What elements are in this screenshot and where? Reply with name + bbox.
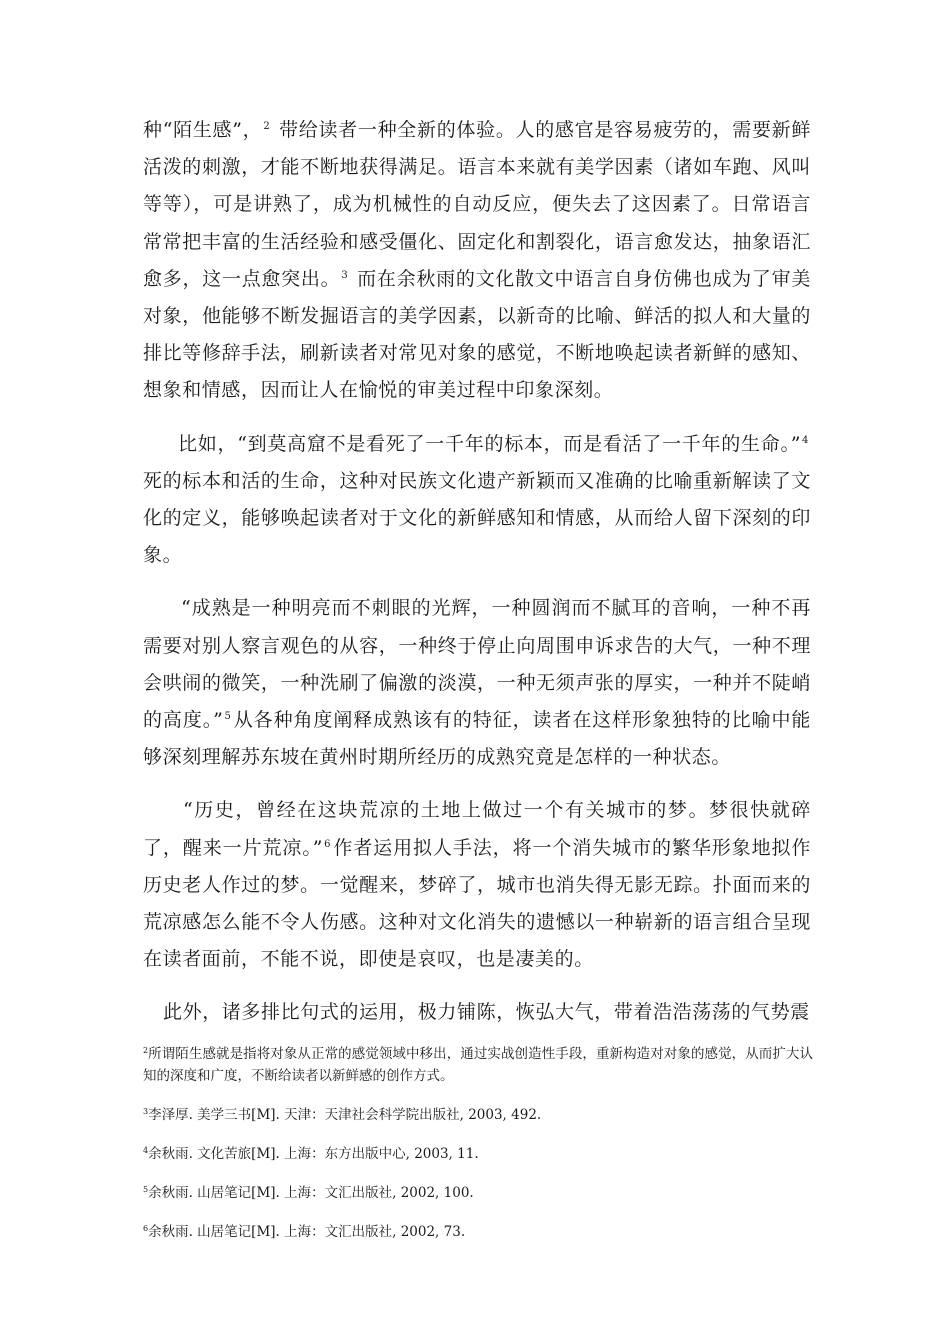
footnote-number: 5: [143, 1185, 149, 1194]
footnotes: [143, 1043, 813, 1260]
paragraph-text: 从各种角度阐释成熟该有的特征，读者在这样形象独特的比喻中能够深刻理解苏东坡在黄州时期所经历的成熟究竟是怎样的一种状态。: [143, 709, 811, 769]
paragraph-mogao-example: [143, 426, 811, 575]
footnote-number: 3: [143, 1107, 149, 1116]
footnote-5: [143, 1182, 813, 1204]
footnote-text: 余秋雨. 山居笔记[M]. 上海：文汇出版社, 2002, 73.: [148, 1224, 466, 1240]
footnote-ref-6[interactable]: 6: [324, 838, 332, 850]
footnote-ref-3[interactable]: 3: [341, 269, 349, 281]
paragraph-history-example: [143, 792, 811, 978]
footnote-2: [143, 1043, 813, 1087]
footnote-number: 2: [143, 1046, 149, 1055]
footnote-text: 余秋雨. 山居笔记[M]. 上海：文汇出版社, 2002, 100.: [148, 1185, 474, 1201]
footnote-ref-2[interactable]: 2: [263, 121, 271, 132]
footnote-number: 4: [143, 1146, 149, 1155]
footnote-6: [143, 1221, 813, 1243]
paragraph-text: 作者运用拟人手法，将一个消失城市的繁华形象地拟作历史老人作过的梦。一觉醒来，梦碎了，城市也消失得无影无踪。扑面而来的荒凉感怎么能不令人伤感。这种对文化消失的遗憾以一种崭新的语言组合呈现在读者面前，不能不说，即使是哀叹，也是凄美的。: [143, 836, 812, 971]
footnote-ref-4[interactable]: 4: [802, 434, 809, 446]
paragraph-text: 比如，“到莫高窟不是看死了一千年的标本，而是看活了一千年的生命。”: [178, 432, 802, 455]
footnote-number: 6: [143, 1224, 149, 1233]
footnote-text: 李泽厚. 美学三书[M]. 天津：天津社会科学院出版社, 2003, 492.: [148, 1107, 542, 1123]
paragraph-text: “历史，曾经在这块荒凉的土地上做过一个有关城市的梦。梦很快就碎了，醒来一片荒凉。”: [143, 799, 811, 859]
paragraph-text: 带给读者一种全新的体验。人的感官是容易疲劳的，需要新鲜活泼的刺激，才能不断地获得满足。语言本来就有美学因素（诸如车跑、风叫等等），可是讲熟了，成为机械性的自动反应，便失去了这因素了。日常语言常常把丰富的生活经验和感受僵化、固定化和割裂化，语言愈发达，抽象语汇愈多，这一点愈突出。: [143, 119, 811, 290]
footnote-ref-5[interactable]: 5: [224, 711, 232, 723]
footnote-4: [143, 1143, 813, 1165]
paragraph-text: 死的标本和活的生命，这种对民族文化遗产新颖而又准确的比喻重新解读了文化的定义，能够唤起读者对于文化的新鲜感知和情感，从而给人留下深刻的印象。: [143, 469, 811, 567]
body-text: [143, 112, 811, 1032]
paragraph-text: 此外，诸多排比句式的运用，极力铺陈，恢弘大气，带着浩浩荡荡的气势震: [163, 1001, 810, 1024]
footnote-text: 所谓陌生感就是指将对象从正常的感觉领域中移出，通过实战创造性手段，重新构造对对象的感觉，从而扩大认知的深度和广度，不断给读者以新鲜感的创作方式。: [143, 1046, 813, 1084]
paragraph-parallelism: [143, 994, 811, 1031]
footnote-text: 余秋雨. 文化苦旅[M]. 上海：东方出版中心, 2003, 11.: [148, 1146, 479, 1162]
paragraph-text: 而在余秋雨的文化散文中语言自身仿佛也成为了审美对象，他能够不断发掘语言的美学因素，以新奇的比喻、鲜活的拟人和大量的排比等修辞手法，刷新读者对常见对象的感觉，不断地唤起读者新鲜的感知、想象和情感，因而让人在愉悦的审美过程中印象深刻。: [143, 267, 811, 402]
paragraph-maturity-example: [143, 590, 811, 776]
paragraph-text: “成熟是一种明亮而不刺眼的光辉，一种圆润而不腻耳的音响，一种不再需要对别人察言观色的从容，一种终于停止向周围申诉求告的大气，一种不理会哄闹的微笑，一种洗刷了偏激的淡漠，一种无须声张的厚实，一种并不陡峭的高度。”: [143, 597, 811, 732]
paragraph-defamiliarization: [143, 112, 811, 410]
paragraph-text: 种“陌生感”，: [143, 119, 263, 141]
footnote-3: [143, 1104, 813, 1126]
